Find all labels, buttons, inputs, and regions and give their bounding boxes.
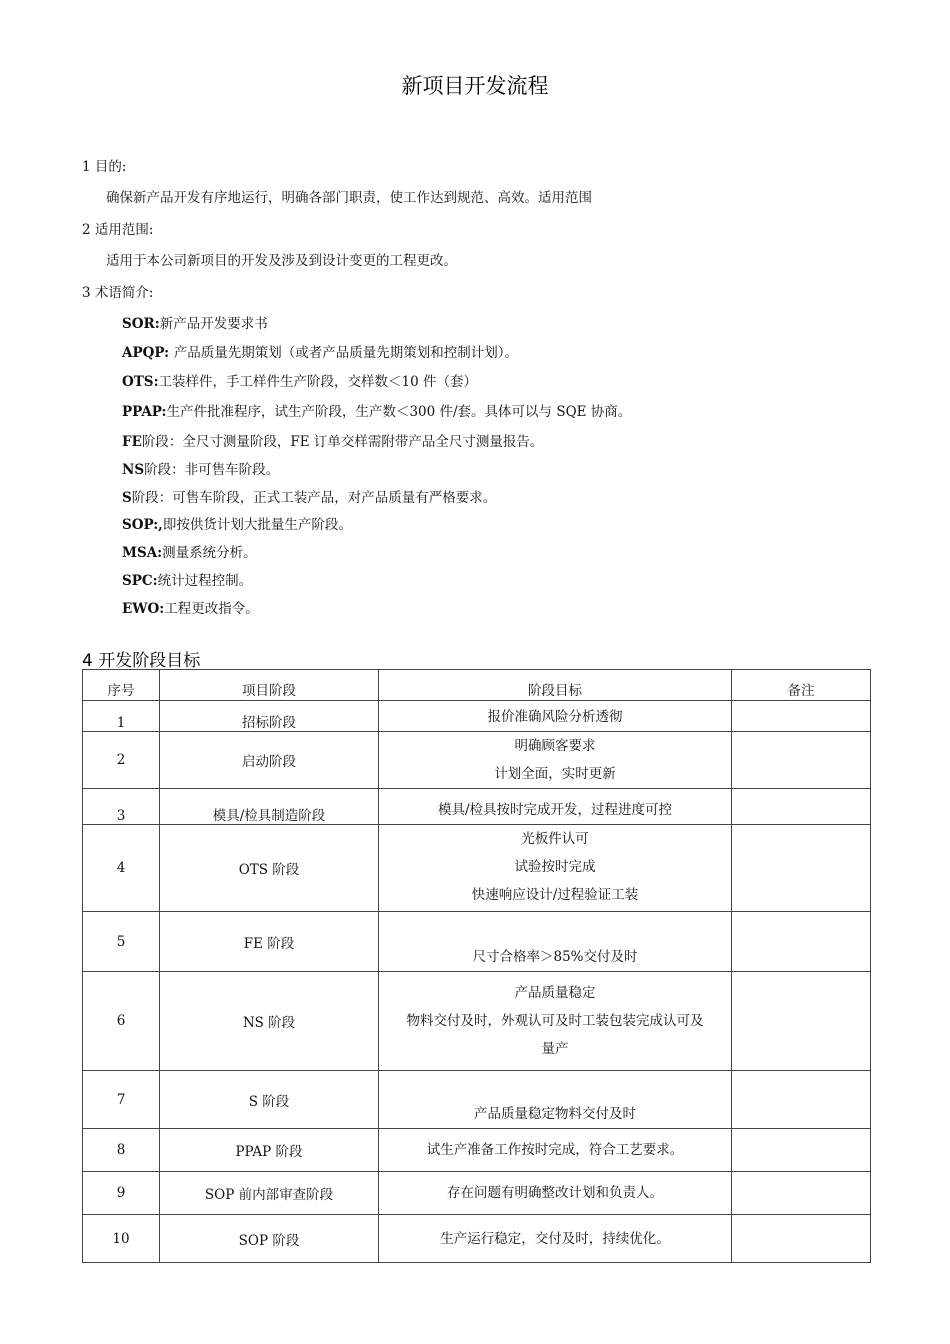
term-separator: : [161, 404, 167, 420]
term-description: 统计过程控制。 [157, 573, 253, 589]
row-note [732, 972, 871, 1071]
term-key: PPAP [122, 404, 162, 420]
goal-line: 尺寸合格率＞85%交付及时 [472, 949, 638, 965]
row-stage: FE 阶段 [160, 912, 379, 972]
goal-line: 生产运行稳定，交付及时，持续优化。 [440, 1230, 670, 1247]
row-goals [379, 701, 732, 732]
row-number: 5 [83, 912, 160, 972]
row-note [732, 701, 871, 732]
term-key: EWO [122, 601, 160, 617]
row-number: 1 [83, 701, 160, 732]
row-goals [379, 1071, 732, 1129]
goal-line: 量产 [541, 1041, 569, 1057]
term-item [122, 541, 257, 561]
document-title: 新项目开发流程 [401, 74, 549, 98]
row-number: 4 [83, 825, 160, 912]
row-note [732, 1215, 871, 1263]
row-goals [379, 1215, 732, 1263]
section-2-heading: 2 适用范围: [82, 222, 154, 238]
term-key: OTS [122, 374, 154, 390]
row-number: 8 [83, 1129, 160, 1172]
term-separator: : [157, 545, 163, 561]
row-number: 9 [83, 1172, 160, 1215]
column-header-stage: 项目阶段 [160, 670, 379, 701]
term-description: 生产件批准程序，试生产阶段，生产数＜300 件/套。具体可以与 SQE 协商。 [166, 404, 632, 420]
row-stage: NS 阶段 [160, 972, 379, 1071]
table-row [83, 789, 871, 825]
row-note [732, 1071, 871, 1129]
term-key: NS [122, 462, 145, 478]
goal-line: 试验按时完成 [514, 859, 596, 875]
row-note [732, 789, 871, 825]
term-description: 阶段：非可售车阶段。 [144, 462, 280, 478]
term-key: SOP [122, 517, 154, 533]
term-description: 阶段：可售车阶段，正式工装产品，对产品质量有严格要求。 [131, 490, 497, 506]
goal-line: 快速响应设计/过程验证工装 [471, 887, 639, 903]
table-row [83, 972, 871, 1071]
row-note [732, 1172, 871, 1215]
term-item [122, 597, 259, 617]
row-stage: PPAP 阶段 [160, 1129, 379, 1172]
goal-line: 试生产准备工作按时完成，符合工艺要求。 [426, 1142, 684, 1158]
term-item [122, 341, 518, 361]
row-note [732, 1129, 871, 1172]
table-row [83, 1215, 871, 1263]
row-stage: SOP 阶段 [160, 1215, 379, 1263]
row-goals [379, 1172, 732, 1215]
term-item [122, 458, 279, 478]
term-item [122, 430, 543, 450]
row-number: 3 [83, 789, 160, 825]
term-key: MSA [122, 545, 158, 561]
term-description: 即按供货计划大批量生产阶段。 [162, 517, 352, 533]
row-note [732, 912, 871, 972]
row-number: 2 [83, 732, 160, 789]
term-item [122, 400, 631, 420]
row-number: 10 [83, 1215, 160, 1263]
term-key: S [122, 490, 132, 506]
goal-line: 存在问题有明确整改计划和负责人。 [447, 1185, 663, 1201]
goal-line: 物料交付及时，外观认可及时工装包装完成认可及 [406, 1013, 704, 1029]
section-1-text: 确保新产品开发有序地运行，明确各部门职责，使工作达到规范、高效。适用范围 [106, 190, 592, 206]
term-description: 产品质量先期策划（或者产品质量先期策划和控制计划）。 [173, 345, 518, 361]
stage-goals-table [82, 669, 871, 1263]
term-item [122, 569, 252, 589]
section-2-text: 适用于本公司新项目的开发及涉及到设计变更的工程更改。 [106, 253, 457, 269]
term-separator: :, [153, 517, 163, 533]
table-header-row [83, 670, 871, 701]
row-goals [379, 789, 732, 825]
row-goals [379, 825, 732, 912]
row-stage: 模具/检具制造阶段 [160, 789, 379, 825]
column-header-no: 序号 [83, 670, 160, 701]
term-key: FE [122, 434, 142, 450]
term-description: 阶段：全尺寸测量阶段，FE 订单交样需附带产品全尺寸测量报告。 [141, 434, 544, 450]
row-goals [379, 912, 732, 972]
row-note [732, 732, 871, 789]
term-item [122, 370, 477, 390]
goal-line: 报价准确风险分析透彻 [487, 709, 623, 725]
column-header-note: 备注 [732, 670, 871, 701]
term-separator: : [152, 573, 158, 589]
section-4-heading: 4 开发阶段目标 [82, 651, 201, 671]
goal-line: 计划全面，实时更新 [494, 766, 616, 782]
row-stage: SOP 前内部审查阶段 [160, 1172, 379, 1215]
goal-line: 光板件认可 [521, 831, 589, 847]
term-separator: : [153, 374, 159, 390]
term-separator: : [164, 345, 174, 361]
term-description: 测量系统分析。 [162, 545, 257, 561]
term-item [122, 312, 268, 332]
goal-line: 模具/检具按时完成开发，过程进度可控 [437, 802, 673, 818]
term-description: 新产品开发要求书 [159, 316, 268, 332]
table-row [83, 1129, 871, 1172]
table-row [83, 732, 871, 789]
row-goals [379, 972, 732, 1071]
goal-line: 产品质量稳定物料交付及时 [474, 1106, 636, 1122]
row-stage: OTS 阶段 [160, 825, 379, 912]
term-description: 工装样件，手工样件生产阶段，交样数＜10 件（套） [158, 374, 478, 390]
row-number: 7 [83, 1071, 160, 1129]
row-goals [379, 1129, 732, 1172]
table-row [83, 825, 871, 912]
term-key: SOR [122, 316, 155, 332]
term-item [122, 513, 352, 533]
row-goals [379, 732, 732, 789]
section-3-heading: 3 术语简介: [82, 285, 154, 301]
table-row [83, 1172, 871, 1215]
section-1-heading: 1 目的: [82, 159, 127, 175]
term-description: 工程更改指令。 [164, 601, 259, 617]
term-separator: : [159, 601, 165, 617]
row-stage: 招标阶段 [160, 701, 379, 732]
term-key: APQP [122, 345, 165, 361]
table-row [83, 701, 871, 732]
term-key: SPC [122, 573, 153, 589]
goal-line: 明确顾客要求 [514, 738, 596, 754]
row-stage: 启动阶段 [160, 732, 379, 789]
goal-line: 产品质量稳定 [514, 985, 596, 1001]
column-header-goal: 阶段目标 [379, 670, 732, 701]
row-number: 6 [83, 972, 160, 1071]
row-stage: S 阶段 [160, 1071, 379, 1129]
term-item [122, 486, 496, 506]
row-note [732, 825, 871, 912]
table-row [83, 912, 871, 972]
table-row [83, 1071, 871, 1129]
term-separator: : [154, 316, 160, 332]
